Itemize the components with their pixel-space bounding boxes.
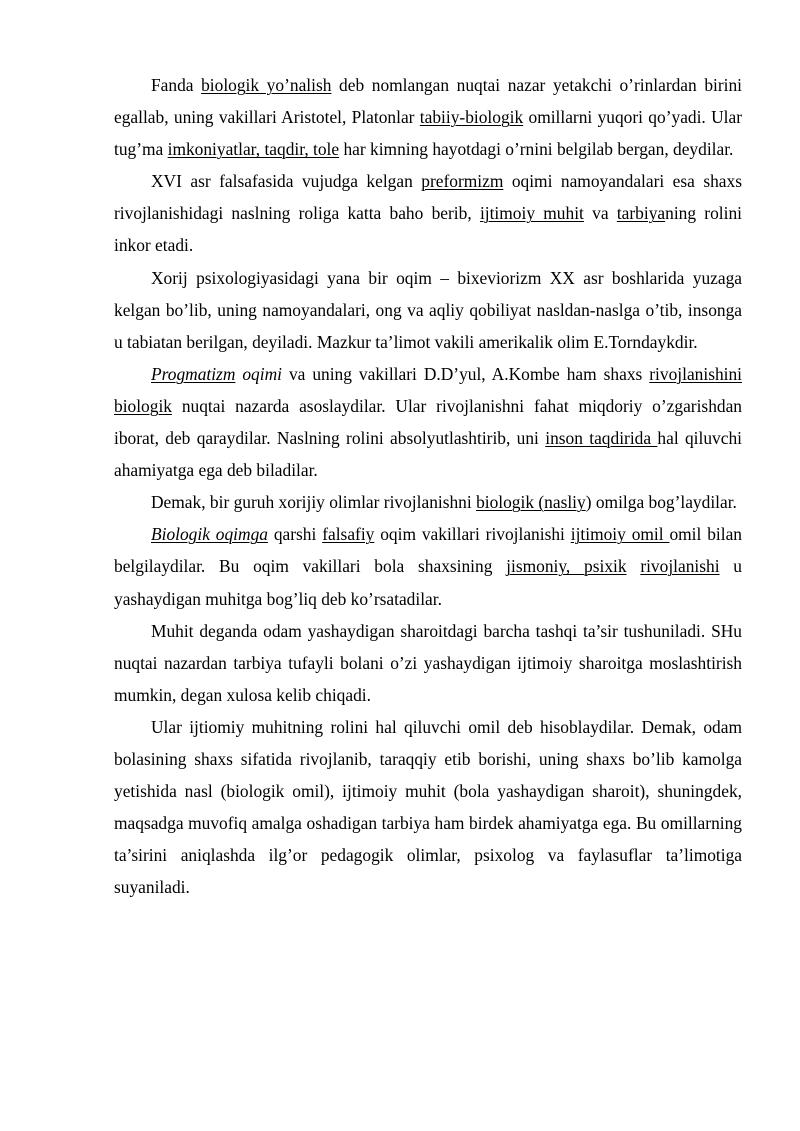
paragraph-text: omillarni yuqori qo’yadi. Ular tug’ma bbox=[114, 107, 743, 160]
paragraph bbox=[114, 358, 742, 486]
paragraph-text: oqimi namoyandalari esa shaxs rivojlanishidagi naslning roliga katta baho berib, bbox=[114, 171, 742, 224]
paragraph-text: Xorij psixologiyasidagi yana bir oqim – bixeviorizm XX asr boshlarida yuzaga kelgan bo’lib, uning namoyandalari, ong va aqliy qobiliyat nasldan-naslga o’tib, insonga u tabiatan berilgan, deyiladi. Mazkur ta’limot vakili amerikalik olim E.Torndaykdir. bbox=[114, 267, 742, 352]
paragraph-text: ) omilga bog’laydilar. bbox=[585, 492, 737, 513]
paragraph-text: Fanda bbox=[151, 75, 202, 95]
paragraph-text: nuqtai nazarda asoslaydilar. Ular rivojlanishni fahat miqdoriy o’zgarishdan iborat, deb qaraydilar. Naslning rolini absolyutlashtirib, uni bbox=[114, 395, 742, 449]
paragraph-text bbox=[627, 556, 641, 576]
paragraph bbox=[114, 711, 742, 904]
underlined-text: jismoniy, psixik bbox=[506, 556, 627, 577]
paragraph-text: omil bilan belgilaydilar. Bu oqim vakillari bola shaxsining bbox=[114, 524, 742, 577]
underlined-text: biologik (nasliy bbox=[476, 492, 586, 513]
paragraph-text: oqim vakillari rivojlanishi bbox=[374, 524, 571, 545]
underlined-text: rivojlanishini biologik bbox=[114, 363, 743, 416]
paragraph-text: va bbox=[583, 203, 617, 224]
paragraph bbox=[114, 262, 742, 358]
underlined-text: ijtimoiy muhit bbox=[479, 203, 584, 224]
paragraph-text: qarshi bbox=[267, 524, 323, 545]
document-body bbox=[114, 69, 742, 903]
underlined-text: biologik yo’nalish bbox=[201, 75, 332, 95]
underlined-text: rivojlanishi bbox=[640, 556, 720, 577]
underlined-text: tabiiy-biologik bbox=[419, 107, 524, 128]
underlined-text: preformizm bbox=[421, 171, 504, 192]
paragraph bbox=[114, 69, 742, 165]
paragraph-text: XVI asr falsafasida vujudga kelgan bbox=[151, 171, 422, 192]
paragraph-text: hal qiluvchi ahamiyatga ega deb biladilar. bbox=[114, 428, 742, 481]
paragraph bbox=[114, 486, 742, 518]
paragraph-text: oqimi bbox=[235, 363, 282, 384]
paragraph bbox=[114, 518, 742, 614]
underlined-text: inson taqdirida bbox=[545, 428, 658, 449]
paragraph-text: har kimning hayotdagi o’rnini belgilab bergan, deydilar. bbox=[339, 139, 734, 160]
paragraph bbox=[114, 615, 742, 711]
paragraph-text: deb nomlangan nuqtai nazar yetakchi o’rinlardan birini egallab, uning vakillari Aristotel, Platonlar bbox=[114, 75, 742, 128]
underlined-text: Biologik oqimga bbox=[151, 524, 268, 545]
paragraph-text: Ular ijtiomiy muhitning rolini hal qiluvchi omil deb hisoblaydilar. Demak, odam bolasining shaxs sifatida rivojlanib, taraqqiy etib borishi, uning shaxs bo’lib kamolga yetishida nasl (biologik omil), ijtimoiy muhit (bola yashaydigan sharoit), shuningdek, maqsadga muvofiq amalga oshadigan tarbiya ham birdek ahamiyatga ega. Bu omillarning ta’sirini aniqlashda ilg’or pedagogik olimlar, psixolog va faylasuflar ta’limotiga suyaniladi. bbox=[114, 716, 742, 898]
paragraph-text: Demak, bir guruh xorijiy olimlar rivojlanishni bbox=[151, 492, 477, 513]
paragraph-text: u yashaydigan muhitga bog’liq deb ko’rsatadilar. bbox=[114, 556, 742, 609]
paragraph bbox=[114, 165, 742, 261]
underlined-text: tarbiya bbox=[616, 203, 666, 224]
paragraph-text: Muhit deganda odam yashaydigan sharoitdagi barcha tashqi ta’sir tushuniladi. SHu nuqtai nazardan tarbiya tufayli bolani o’zi yashaydigan ijtimoiy sharoitga moslashtirish mumkin, degan xulosa kelib chiqadi. bbox=[114, 620, 742, 705]
underlined-text: Progmatizm bbox=[151, 363, 236, 384]
paragraph-text: va uning vakillari D.D’yul, A.Kombe ham shaxs bbox=[281, 363, 650, 384]
underlined-text: ijtimoiy omil bbox=[570, 524, 670, 545]
paragraph-text: ning rolini inkor etadi. bbox=[114, 203, 742, 256]
underlined-text: imkoniyatlar, taqdir, tole bbox=[167, 139, 340, 160]
underlined-text: falsafiy bbox=[322, 524, 375, 545]
